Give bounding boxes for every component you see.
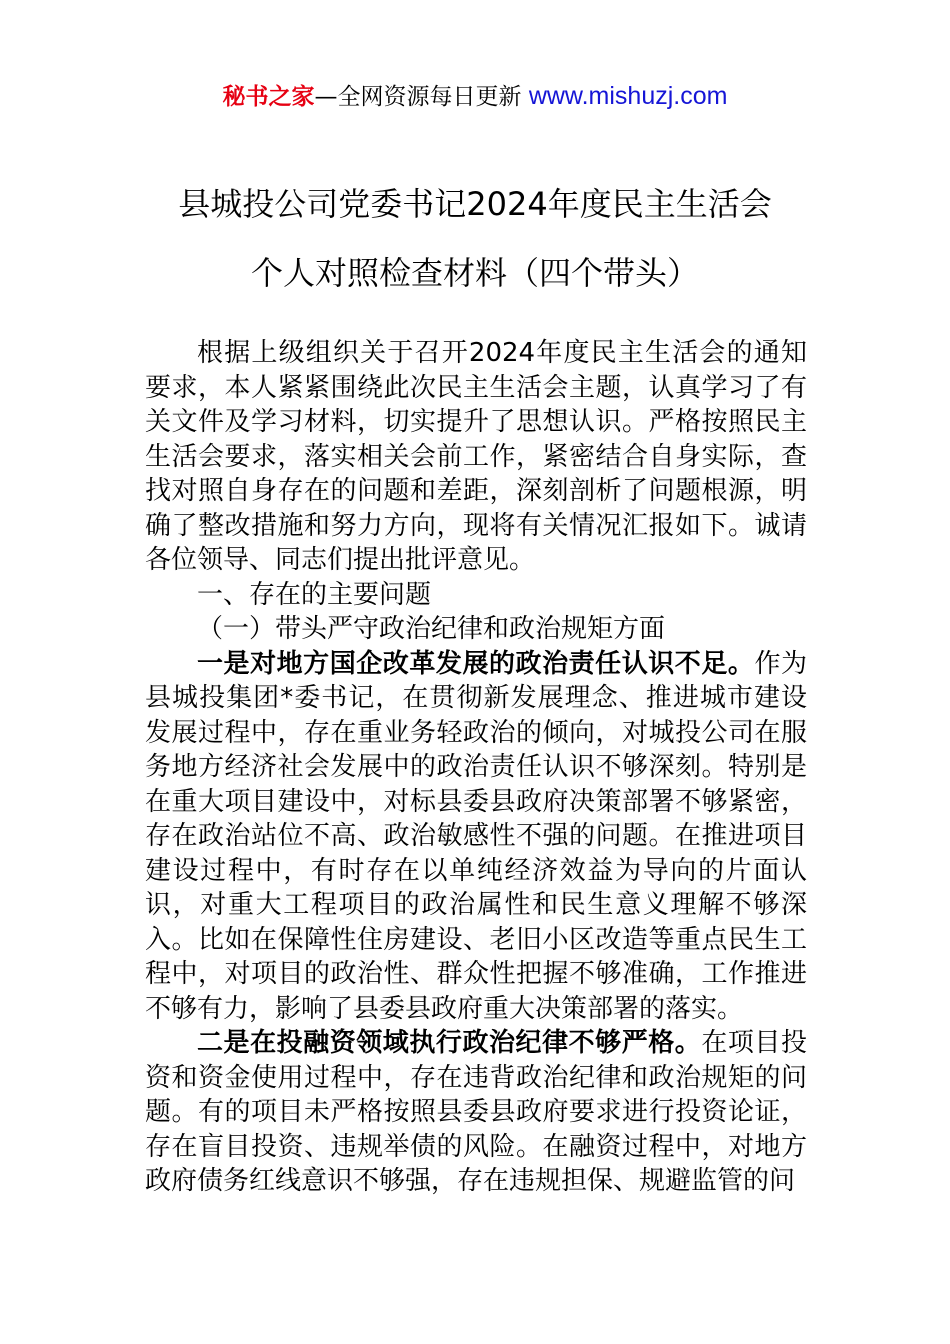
point-2-text: 在项目投资和资金使用过程中，存在违背政治纪律和政治规矩的问题。有的项目未严格按照县委县政府要求进行投资论证，存在盲目投资、违规举债的风险。在融资过程中，对地方政府债务红线意识不够强，存在违规担保、规避监管的问	[145, 1028, 807, 1196]
site-banner	[0, 80, 950, 113]
site-url-link[interactable]: www.mishuzj.com	[528, 82, 728, 110]
document-body	[145, 336, 807, 1199]
intro-paragraph: 根据上级组织关于召开2024年度民主生活会的通知要求，本人紧紧围绕此次民主生活会主题，认真学习了有关文件及学习材料，切实提升了思想认识。严格按照民主生活会要求，落实相关会前工作，紧密结合自身实际，查找对照自身存在的问题和差距，深刻剖析了问题根源，明确了整改措施和努力方向，现将有关情况汇报如下。诚请各位领导、同志们提出批评意见。	[145, 338, 807, 575]
point-1-text: 作为县城投集团*委书记，在贯彻新发展理念、推进城市建设发展过程中，存在重业务轻政治的倾向，对城投公司在服务地方经济社会发展中的政治责任认识不够深刻。特别是在重大项目建设中，对标县委县政府决策部署不够紧密，存在政治站位不高、政治敏感性不强的问题。在推进项目建设过程中，有时存在以单纯经济效益为导向的片面认识，对重大工程项目的政治属性和民生意义理解不够深入。比如在保障性住房建设、老旧小区改造等重点民生工程中，对项目的政治性、群众性把握不够准确，工作推进不够有力，影响了县委县政府重大决策部署的落实。	[145, 648, 807, 1024]
document-title-line-1: 县城投公司党委书记2024年度民主生活会	[178, 185, 772, 223]
banner-tagline: —全网资源每日更新	[314, 84, 522, 110]
point-2-lead: 二是在投融资领域执行政治纪律不够严格。	[197, 1028, 702, 1058]
brand-name: 秘书之家	[222, 84, 315, 110]
point-1-paragraph	[145, 647, 807, 1027]
point-2-paragraph	[145, 1026, 807, 1199]
subsection-heading: （一）带头严守政治纪律和政治规矩方面	[197, 614, 666, 644]
document-title-line-2: 个人对照检查材料（四个带头）	[250, 254, 699, 292]
point-1-lead: 一是对地方国企改革发展的政治责任认识不足。	[197, 648, 755, 679]
section-heading: 一、存在的主要问题	[197, 579, 432, 610]
